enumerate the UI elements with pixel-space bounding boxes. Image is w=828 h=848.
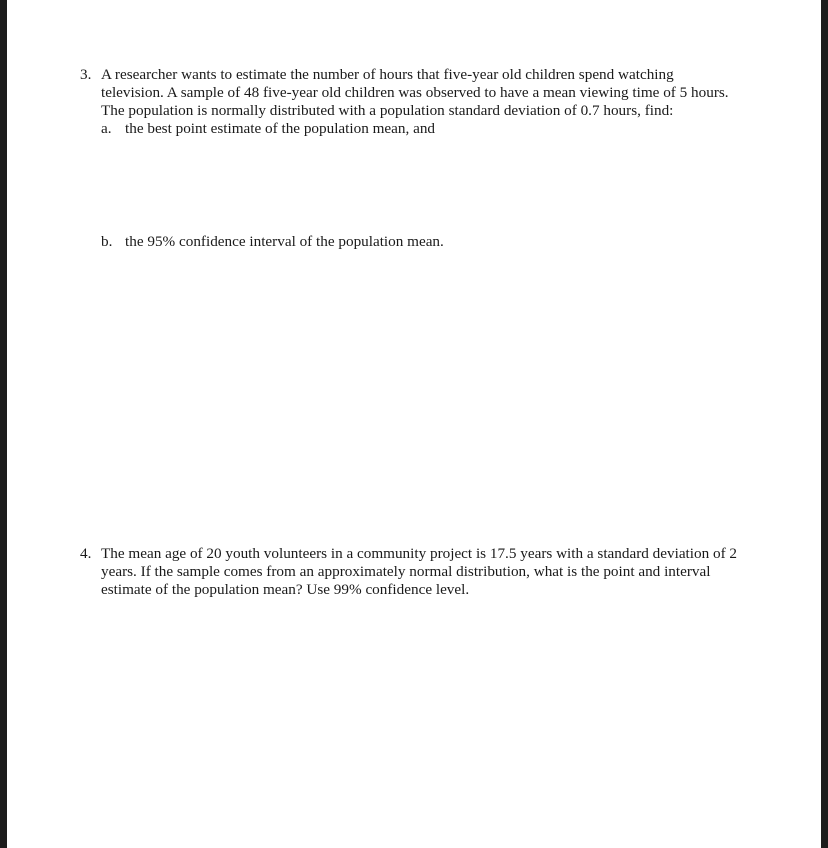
question-line: television. A sample of 48 five-year old children was observed to have a mean viewing time of 5 hours.: [101, 84, 729, 101]
question-line: A researcher wants to estimate the number of hours that five-year old children spend watching: [101, 66, 674, 83]
part-text: the best point estimate of the population mean, and: [125, 120, 436, 137]
question-line: The mean age of 20 youth volunteers in a community project is 17.5 years with a standard deviation of 2: [101, 545, 738, 562]
question-line: estimate of the population mean? Use 99% confidence level.: [101, 581, 470, 598]
question-number: 3.: [80, 66, 92, 83]
document-page: [7, 0, 821, 848]
question-text: [101, 66, 780, 120]
question-line: years. If the sample comes from an approximately normal distribution, what is the point and interval: [101, 563, 711, 580]
part-text: the 95% confidence interval of the population mean.: [125, 233, 444, 250]
question-number: 4.: [80, 545, 92, 562]
part-letter: b.: [101, 233, 113, 250]
question-text: [101, 545, 780, 599]
question-4: [80, 545, 780, 599]
question-3-part-a: [101, 120, 435, 138]
photo-border-left: [0, 0, 7, 848]
question-3-part-b: [101, 233, 444, 251]
part-letter: a.: [101, 120, 112, 137]
question-3: [80, 66, 780, 120]
question-line: The population is normally distributed with a population standard deviation of 0.7 hours, find:: [101, 102, 674, 119]
photo-border-right: [821, 0, 828, 848]
